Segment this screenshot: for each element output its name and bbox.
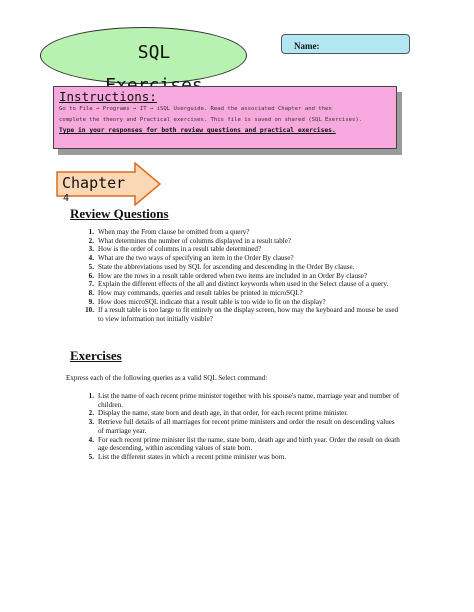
instructions-line-1: Go to File → Programs → IT → iSQL Userguide. Read the associated Chapter and then [59, 106, 332, 112]
instructions-heading: Instructions: [59, 89, 157, 104]
review-question: 7. Explain the different effects of the all and distinct keywords when used in the Select clause of a query. [88, 280, 389, 289]
review-question: 1. When may the From clause be omitted from a query? [88, 228, 250, 236]
title-line-1: SQL [137, 42, 171, 63]
review-question: 2. What determines the number of columns displayed in a result table? [88, 236, 292, 245]
review-question: 8. How may commands, queries and result tables be printed in microSQL? [88, 288, 303, 297]
name-label: Name: [294, 41, 320, 51]
review-question: 6. How are the rows in a result table ordered when two items are included in an Order By clause? [88, 271, 368, 280]
exercise-item: 1. List the name of each recent prime minister together with his spouse's name, marriage year and number of children. [88, 392, 400, 409]
exercise-item: 4. For each recent prime minister list the name, state born, death age and birth year. Order the result on death age descending, within ascending values of state born. [88, 435, 400, 453]
name-field[interactable] [281, 34, 410, 54]
instructions-bold-line: Type in your responses for both review questions and practical exercises. [59, 127, 336, 134]
instructions-box [53, 86, 397, 149]
exercises-heading: Exercises [70, 348, 122, 363]
instructions-line-2: complete the theory and Practical exercises. This file is saved on shared (SQL Exercises). [59, 116, 363, 123]
chapter-number: 4 [63, 193, 70, 204]
review-question: 9. How does microSQL indicate that a result table is too wide to fit on the display? [88, 297, 326, 306]
review-question: 5. State the abbreviations used by SQL for ascending and descending in the Order By clause. [88, 262, 355, 271]
chapter-label: Chapter [62, 174, 126, 192]
review-question: 4. What are the two ways of specifying an item in the Order By clause? [88, 254, 294, 263]
exercise-item: 5. List the different states in which a recent prime minister was born. [88, 452, 287, 461]
exercise-item: 2. Display the name, state born and death age, in that order, for each recent prime minister. [88, 409, 349, 418]
review-question: 10. If a result table is too large to fit entirely on the display screen, how may the keyboard and mouse be used to view information not initially visible? [85, 306, 399, 324]
exercise-item: 3. Retrieve full details of all marriages for recent prime ministers and order the result on descending values of marriage year. [88, 418, 395, 435]
exercises-list [84, 392, 402, 462]
exercises-intro: Express each of the following queries as a valid SQL Select command: [66, 374, 268, 382]
review-question: 3. How is the order of columns in a result table determined? [88, 245, 262, 254]
review-questions-heading: Review Questions [70, 206, 169, 221]
review-questions-list [84, 228, 402, 324]
